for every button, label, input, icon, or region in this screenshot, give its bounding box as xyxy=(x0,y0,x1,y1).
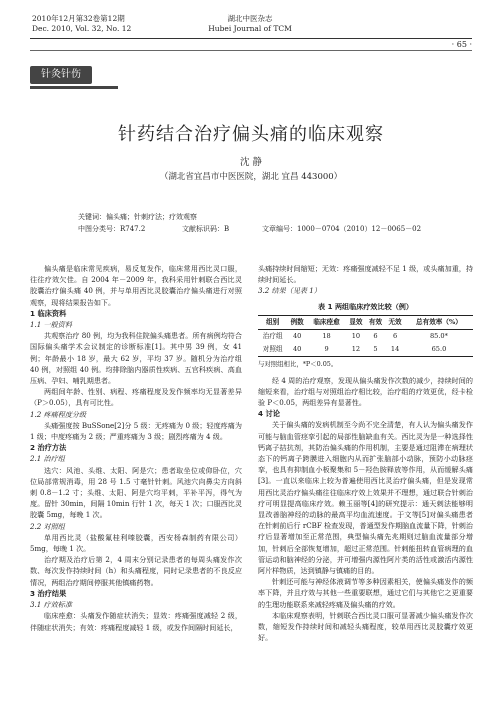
section-heading: 1.2 疼痛程度分级 xyxy=(30,409,87,419)
body-paragraph: 针刺还可能与神经体液调节等多种因素相关，使偏头痛发作的频率下降，并且疗效与其他一些重要联想，通过它们与其他它之更重要的生理功能联系来减轻疼痛及偏头痛的疗效。 xyxy=(258,577,473,609)
section-badge: 针灸针伤 xyxy=(30,66,92,84)
right-column-top xyxy=(258,263,473,297)
section-heading: 2 治疗方法 xyxy=(30,443,67,453)
body-paragraph: 共观察治疗 80 例，均为我科住院偏头痛患者。所有病例均符合国际偏头痛学术会议制定的诊断标准[1]。其中男 39 例，女 41 例；年龄最小 18 岁，最大 62 岁，平均 37 岁。随机分为治疗组 40 例，对照组 40 例。均排除脑内器质性疾病、五官科疾病、高血压病、孕妇、哺乳期患者。 xyxy=(30,331,242,386)
table-header-cell: 无效 xyxy=(388,317,402,326)
section-heading: 3 治疗结果 xyxy=(30,588,67,598)
header-rule-thin xyxy=(30,50,472,51)
table-cell: 65.0 xyxy=(431,345,447,354)
table-cell: 85.0* xyxy=(429,332,448,341)
issue-en: Dec. 2010, Vol. 32, No. 12 xyxy=(32,24,132,33)
table-note: 与对照组相比，*P＜0.05。 xyxy=(258,360,338,369)
table-head xyxy=(258,315,473,329)
document-code: 文献标识码：B xyxy=(182,225,230,233)
body-paragraph: 头痛强度按 BuSSone[2]分 5 级：无疼痛为 0 级；轻度疼痛为 1 级；中度疼痛为 2 级；严重疼痛为 3 级；剧烈疼痛为 4 级。 xyxy=(30,420,242,442)
journal-name-en: Hubei Journal of TCM xyxy=(208,24,292,33)
table-cell: 18 xyxy=(322,332,331,341)
issue-info xyxy=(32,14,131,34)
table-header-cell: 总有效率（%） xyxy=(416,317,462,326)
table-header-cell: 临床痊愈 xyxy=(313,317,340,326)
table-row xyxy=(258,330,473,344)
body-paragraph: 本临床观察表明，针刺联合西比灵口服可显著减少偏头痛发作次数，缩短发作持续时间和减轻头痛程度，较单用西比灵胶囊疗效更好。 xyxy=(258,610,473,643)
table-cell: 6 xyxy=(373,332,378,341)
article-number: 文章编号：1000－0704（2010）12－0065－02 xyxy=(262,225,422,233)
section-heading: 3.1 疗效标准 xyxy=(30,600,72,610)
efficacy-table xyxy=(258,315,473,358)
section-heading: 2.2 对照组 xyxy=(30,521,65,531)
table-header-cell: 例数 xyxy=(290,317,304,326)
body-paragraph: 关于偏头痛的发病机制至今尚不完全清楚，有人认为偏头痛发作可能与脑血管痉挛引起的局部性脑缺血有关。西比灵为是一种选择性钙离子拮抗剂，其防治偏头痛的作用机制，主要是通过阻滞在病理状态下的钙离子跨膜进入细胞内从而扩张脑部小动脉，预防小动脉痉挛，也具有抑制血小板聚集和 5－羟色胺释放等作用，从而缓解头痛[3]。一直以来临床上较为普遍使用西比灵治疗偏头痛，但是发现常用西比灵治疗偏头痛往往临床疗效上效果并不理想，通过联合针刺治疗可明显提高临床疗效。赖玉丽等[4]的研究提示：通天刺法能够明显改善脑神经的动脉的最高平均血流速度。于文等[5]对偏头痛患者在针刺前后行 rCBF 检查发现，普通型发作期脑血流量下降，针刺治疗后显著增加至正常范围，典型偏头痛先兆期则过脑血流量部分增加，针刺后全部恢复增加，超过正常范围。针刺能扭转血管病理的血管运动和脑神经的分泌，并可增强内源性阿片类的活性或激活内源性阿片样物质，达到镇静与镇痛的目的。 xyxy=(258,420,473,576)
body-paragraph: 经 4 周的治疗观察，发现从偏头痛发作次数的减少，持续时间的缩短来看，治疗组与对照组治疗相比较，治疗组的疗效更优，经卡检验 P＜0.05，两组差异有显著性。 xyxy=(258,375,473,408)
table-cell: 6 xyxy=(392,332,398,341)
section-heading: 1.1 一般资料 xyxy=(30,320,72,330)
clc-number: 中图分类号：R747.2 xyxy=(78,225,146,233)
page-number: · 65 · xyxy=(451,40,472,49)
article-affiliation: （湖北省宜昌市中医医院，湖北 宜昌 443000） xyxy=(159,172,343,182)
table-header-cell: 显效 xyxy=(349,317,363,326)
article-author: 沈 静 xyxy=(239,157,263,168)
keywords: 关键词：偏头痛；针刺疗法；疗效观察 xyxy=(78,213,197,221)
table-cell: 12 xyxy=(351,345,361,354)
section-heading: 3.2 结果（见表 1） xyxy=(258,286,321,296)
body-paragraph: 单用西比灵（盐酸氟桂利嗪胶囊，西安杨森制药有限公司）5mg，每晚 1 次。 xyxy=(30,532,242,554)
table-header-row xyxy=(258,315,473,329)
table-row xyxy=(258,343,473,357)
left-column xyxy=(30,263,242,633)
body-paragraph: 选穴：风池、头维、太阳、阿是穴；患者取坐位或仰卧位，穴位局部常规消毒，用 28 号 1.5 寸毫针针刺。风池穴向鼻尖方向斜刺 0.8－1.2 寸；头维、太阳、阿是穴均平刺，平补平泻，得气为度。留针 30min，间隔 10min 行针 1 次，每天 1 次；口服西比灵胶囊 5mg，每晚 1 次。 xyxy=(30,465,242,520)
body-paragraph: 头痛持续时间缩短；无效：疼痛强度减轻不足 1 级，或头痛加重，持续时间延长。 xyxy=(258,264,473,285)
table-cell: 40 xyxy=(292,332,302,341)
table-cell: 14 xyxy=(390,345,400,354)
body-paragraph: 两组间年龄、性别、病程、疼痛程度及发作频率均无显著差异（P＞0.05），具有可比性。 xyxy=(30,387,242,408)
table-cell: 40 xyxy=(292,345,302,354)
body-paragraph: 临床痊愈：头痛发作随症状消失；显效：疼痛强度减轻 2 级，伴随症状消失；有效：疼痛程度减轻 1 级，或发作间隔时间延长， xyxy=(30,611,242,632)
issue-cn: 2010年12月第32卷第12期 xyxy=(32,14,125,23)
section-heading: 1 临床资料 xyxy=(30,308,67,318)
running-header xyxy=(0,0,502,52)
journal-name xyxy=(190,14,310,34)
table-header-cell: 组别 xyxy=(266,317,280,326)
right-column-bottom xyxy=(258,375,473,644)
table-title: 表 1 两组临床疗效比较（例） xyxy=(318,301,413,311)
body-paragraph: 偏头痛是临床常见疾病，易反复发作，临床常用西比灵口服，往往疗效欠佳。自 2004 年－2009 年，我科采用针刺联合西比灵胶囊治疗偏头痛 40 例，并与单用西比灵胶囊治疗偏头痛进行对照观察，现将结果报告如下。 xyxy=(30,264,242,307)
table-cell: 10 xyxy=(351,332,361,341)
article-title: 针药结合治疗偏头痛的临床观察 xyxy=(118,124,384,145)
table-cell: 治疗组 xyxy=(262,332,283,341)
table-body xyxy=(258,330,473,357)
journal-name-cn: 湖北中医杂志 xyxy=(227,14,273,23)
header-rule xyxy=(30,38,472,39)
table-header-cell: 有效 xyxy=(368,317,383,326)
table-cell: 对照组 xyxy=(262,345,283,354)
section-heading: 4 讨论 xyxy=(258,409,280,419)
body-paragraph: 治疗期及治疗后第 2，4 周末分别记录患者的每周头痛发作次数、每次发作持续时间（h）和头痛程度，同时记录患者的不良反应情况，两组治疗期间停服其他镇痛药物。 xyxy=(30,555,242,587)
section-heading: 2.1 治疗组 xyxy=(30,454,65,464)
right-column xyxy=(258,263,473,644)
section-badge-bar xyxy=(30,86,118,89)
table-cell: 5 xyxy=(373,345,378,354)
table-cell: 9 xyxy=(324,345,329,354)
